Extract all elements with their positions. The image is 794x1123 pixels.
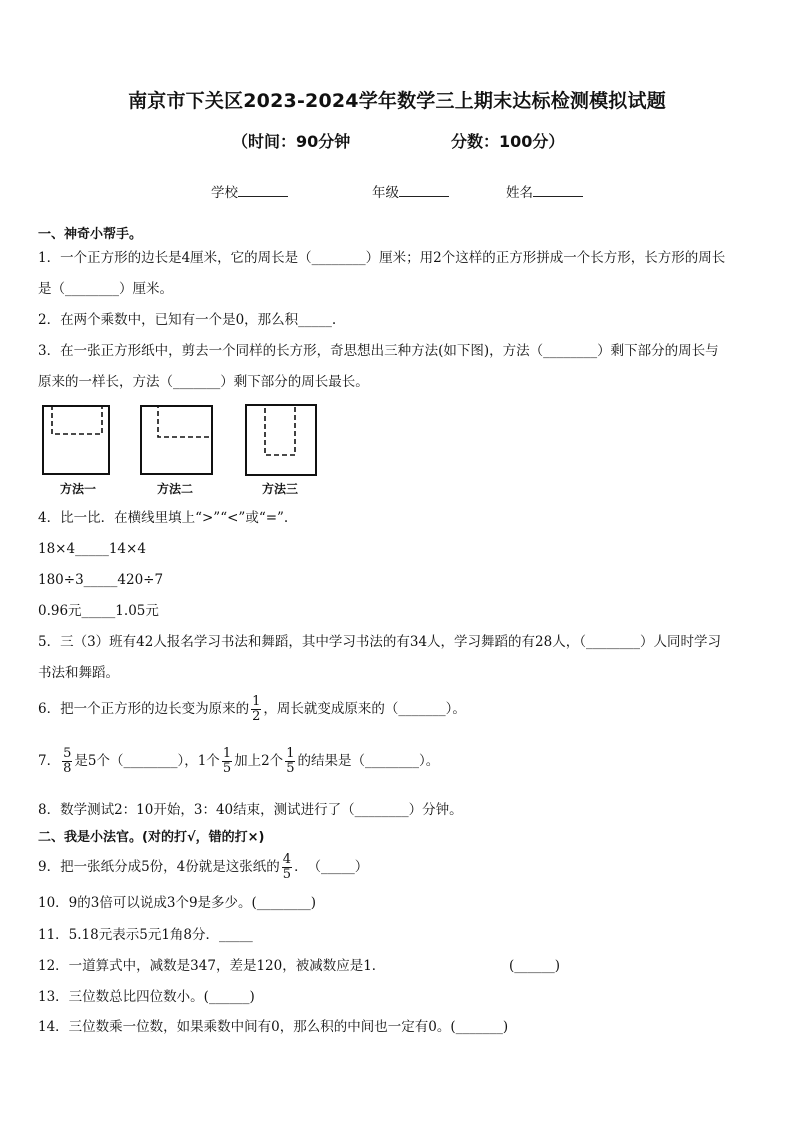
fraction-denominator: 5 xyxy=(222,761,232,776)
fraction-denominator: 5 xyxy=(282,867,292,882)
question-6-suffix: ，周长就变成原来的（_______）。 xyxy=(263,701,466,717)
question-7-prefix: 7． xyxy=(38,753,61,769)
question-13: 13．三位数总比四位数小。(______) xyxy=(38,989,255,1005)
question-12-answer: (______) xyxy=(509,958,561,974)
method-3-square xyxy=(246,405,316,475)
name-blank[interactable] xyxy=(533,184,583,197)
fraction-denominator: 8 xyxy=(63,761,72,776)
fraction-one-half xyxy=(251,695,261,724)
question-9 xyxy=(38,850,368,884)
question-6 xyxy=(38,692,466,726)
method-3-diagram xyxy=(246,405,316,475)
section-2-heading: 二、我是小法官。(对的打√，错的打×) xyxy=(38,830,265,845)
question-9-suffix: ． （_____） xyxy=(294,859,369,875)
question-4-b: 180÷3_____420÷7 xyxy=(38,572,164,588)
question-4-a: 18×4_____14×4 xyxy=(38,541,146,557)
method-1-cut xyxy=(52,406,102,434)
name-label: 姓名 xyxy=(506,185,533,201)
method-3-label: 方法三 xyxy=(262,482,299,496)
grade-label: 年级 xyxy=(372,185,399,201)
question-5-line-1: 5．三（3）班有42人报名学习书法和舞蹈，其中学习书法的有34人，学习舞蹈的有28人，（________）人同时学习 xyxy=(38,634,721,650)
question-4-c: 0.96元_____1.05元 xyxy=(38,603,159,619)
question-7-middle-1: 是5个（________），1个 xyxy=(74,753,220,769)
fraction-denominator: 5 xyxy=(286,761,295,776)
question-1-line-2: 是（________）厘米。 xyxy=(38,281,173,297)
method-3-cut xyxy=(265,405,295,455)
question-8: 8．数学测试2：10开始，3：40结束，测试进行了（________）分钟。 xyxy=(38,802,463,818)
grade-blank[interactable] xyxy=(399,184,449,197)
method-2-cut xyxy=(158,406,212,437)
question-6-prefix: 6．把一个正方形的边长变为原来的 xyxy=(38,701,250,717)
fraction-numerator: 1 xyxy=(286,746,295,761)
fraction-numerator: 5 xyxy=(63,746,72,761)
page-title: 南京市下关区2023-2024学年数学三上期末达标检测模拟试题 xyxy=(128,90,666,112)
fraction-numerator: 1 xyxy=(222,746,232,761)
method-1-square xyxy=(43,406,109,474)
question-5-line-2: 书法和舞蹈。 xyxy=(38,665,119,681)
fraction-one-fifth xyxy=(222,747,232,776)
name-field xyxy=(506,181,583,201)
fraction-numerator: 1 xyxy=(252,694,261,709)
question-7-suffix: 的结果是（________）。 xyxy=(297,753,440,769)
method-1-diagram xyxy=(43,406,109,474)
question-9-prefix: 9．把一张纸分成5份，4份就是这张纸的 xyxy=(38,859,280,875)
question-1-line-1: 1．一个正方形的边长是4厘米，它的周长是（________）厘米；用2个这样的正方形拼成一个长方形，长方形的周长 xyxy=(38,250,726,266)
method-2-diagram xyxy=(141,406,212,474)
exam-time: （时间：90分钟 xyxy=(232,132,351,151)
fraction-denominator: 2 xyxy=(252,709,261,724)
question-3-line-1: 3．在一张正方形纸中，剪去一个同样的长方形，奇思想出三种方法(如下图)，方法（________）剩下部分的周长与 xyxy=(38,343,719,359)
question-3-line-2: 原来的一样长，方法（_______）剩下部分的周长最长。 xyxy=(38,374,369,390)
question-14: 14．三位数乘一位数，如果乘数中间有0，那么积的中间也一定有0。(_______) xyxy=(38,1019,509,1035)
school-blank[interactable] xyxy=(238,184,288,197)
question-11: 11．5.18元表示5元1角8分．_____ xyxy=(38,927,253,943)
question-10: 10．9的3倍可以说成3个9是多少。(________) xyxy=(38,895,317,911)
fraction-one-fifth-2 xyxy=(285,747,295,776)
grade-field xyxy=(372,181,449,201)
section-1-heading: 一、神奇小帮手。 xyxy=(38,227,143,242)
school-field xyxy=(211,181,288,201)
school-label: 学校 xyxy=(211,185,238,201)
fraction-five-eighths xyxy=(62,747,72,776)
method-1-label: 方法一 xyxy=(60,482,97,496)
question-7 xyxy=(38,744,439,778)
exam-score: 分数：100分） xyxy=(451,132,565,151)
method-2-label: 方法二 xyxy=(157,482,194,496)
fraction-four-fifths xyxy=(282,853,292,882)
method-2-square xyxy=(141,406,212,474)
question-4: 4．比一比．在横线里填上“>”“<”或“=”. xyxy=(38,510,289,526)
question-7-middle-2: 加上2个 xyxy=(234,753,284,769)
question-2: 2．在两个乘数中，已知有一个是0，那么积_____. xyxy=(38,312,337,328)
fraction-numerator: 4 xyxy=(282,852,292,867)
question-12: 12．一道算式中，减数是347，差是120，被减数应是1． xyxy=(38,958,386,974)
